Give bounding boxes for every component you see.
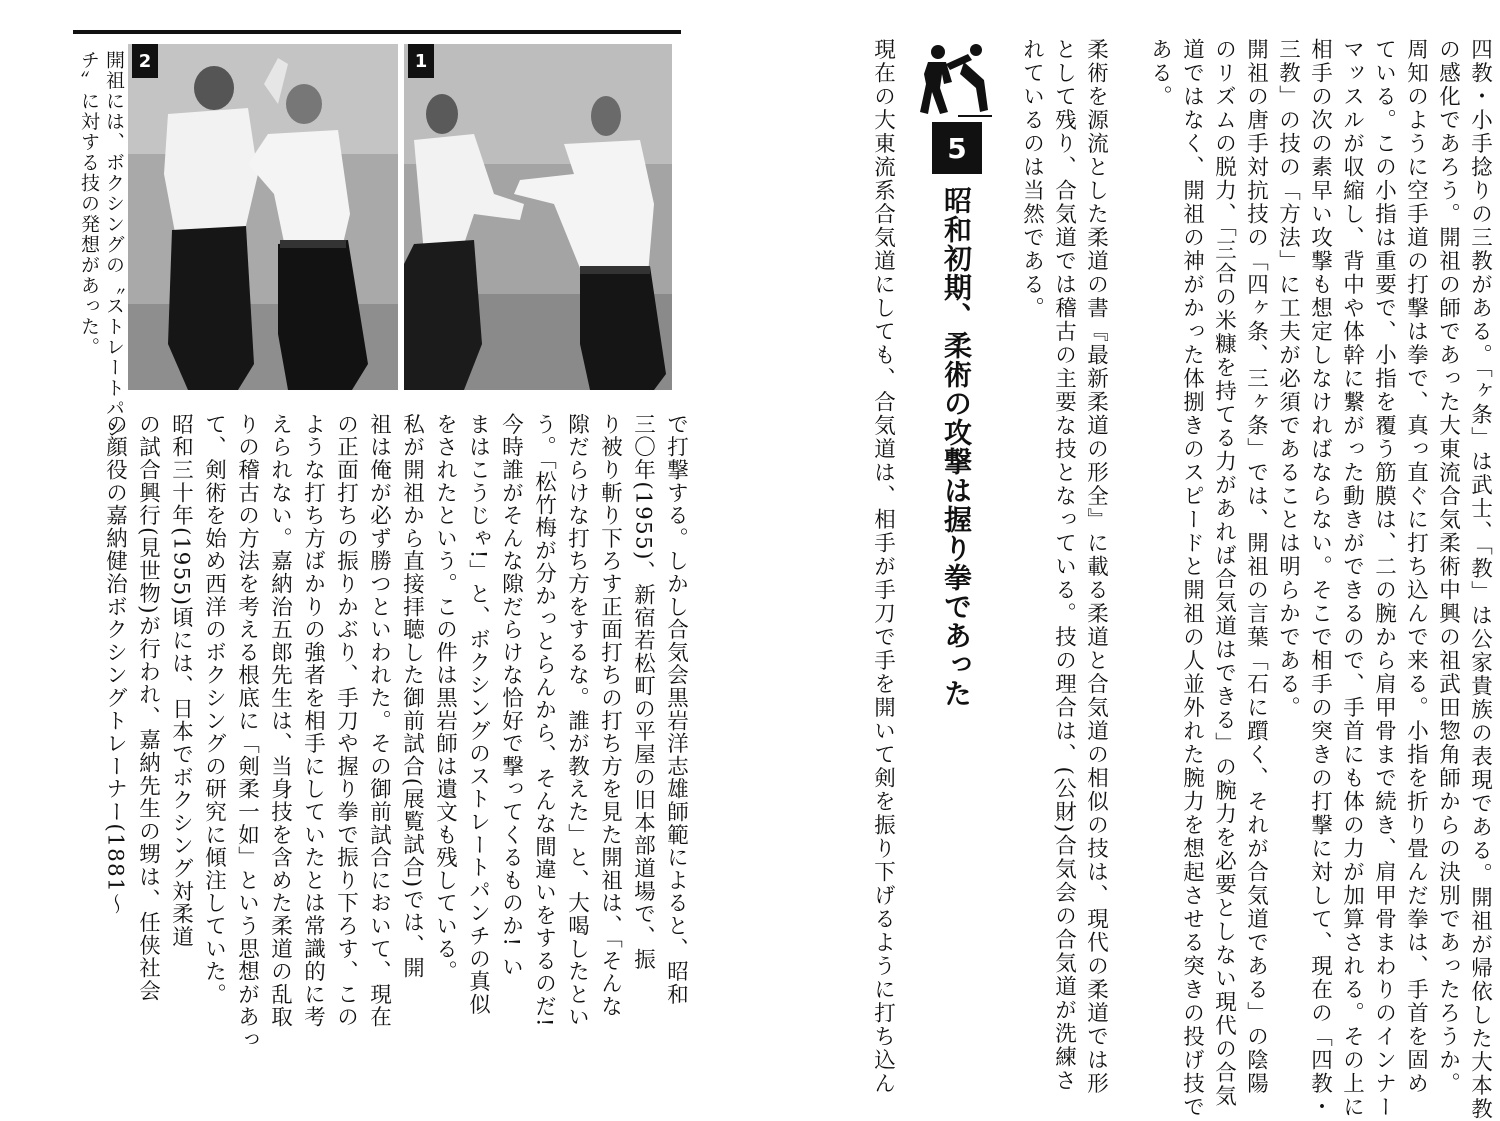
text-line: として残り、合気道では稽古の主要な技となっている。技の理合は、(公財)合気会の合気道が洗練さ — [1051, 38, 1077, 1093]
text-line: り被り斬り下ろす正面打ちの打ち方を見た開祖は、「そんな — [597, 413, 623, 1018]
photo-1 — [404, 44, 672, 390]
text-line: ある。 — [1147, 38, 1173, 109]
text-line: マッスルが収縮し、背中や体幹に繋がった動きができるので、手首にも体の力が加算される。その上に — [1339, 38, 1365, 1119]
photo-1-number: 1 — [408, 44, 434, 78]
text-line: て、剣術を始め西洋のボクシングの研究に傾注していた。 — [201, 413, 227, 1006]
text-line: れているのは当然である。 — [1019, 38, 1045, 320]
text-line: の正面打ちの振りかぶり、手刀や握り拳で振り下ろす、この — [333, 413, 359, 1029]
section-title: 昭和初期、柔術の攻撃は握り拳であった — [940, 186, 973, 708]
text-line: で打撃する。しかし合気会黒岩洋志雄師範によると、昭和 — [663, 413, 689, 1006]
text-line: をされたという。この件は黒岩師は遺文も残している。 — [432, 413, 458, 983]
text-line: のリズムの脱力、「三合の米糠を持てる力があれば合気道はできる」の腕力を必要としない現代の合気 — [1211, 38, 1237, 1109]
text-line: う。「松竹梅が分かっとらんから、そんな間違いをするのだ! — [531, 413, 557, 1028]
section-heading-icon — [918, 40, 992, 118]
text-line: の試合興行(見世物)が行われ、嘉納先生の甥は、任侠社会 — [135, 413, 161, 1003]
section-number-badge: 5 — [932, 122, 982, 174]
text-line: 三教」の技の「方法」に工夫が必須であることは明らかである。 — [1275, 38, 1301, 720]
photo-2-number: 2 — [132, 44, 158, 78]
text-line: の感化であろう。開祖の師であった大東流合気柔術中興の祖武田惣角師からの決別であったろうか。 — [1435, 38, 1461, 1096]
text-line: 三〇年(1955)、新宿若松町の平屋の旧本部道場で、振 — [630, 413, 656, 972]
photo-caption-line: 開祖には、ボクシングの〝ストレートパン — [103, 50, 125, 440]
text-line: の顔役の嘉納健治ボクシングトレーナー(1881〜 — [102, 413, 128, 916]
text-line: まはこうじゃ!」と、ボクシングのストレートパンチの真似 — [465, 413, 491, 1016]
photo-caption-line: チ〟に対する技の発想があった。 — [78, 50, 100, 358]
text-line: 今時誰がそんな隙だらけな恰好で撃ってくるものか! い — [498, 413, 524, 979]
text-line: りの稽古の方法を考える根底に「剣柔一如」という思想があっ — [234, 413, 260, 1052]
text-line: 周知のように空手道の打撃は拳で、真っ直ぐに打ち込んで来る。小指を折り畳んだ拳は、手首を固め — [1403, 38, 1429, 1096]
text-line: えられない。嘉納治五郎先生は、当身技を含めた柔道の乱取 — [267, 413, 293, 1029]
text-line: 現在の大東流系合気道にしても、合気道は、相手が手刀で手を開いて剣を振り下げるように打ち込ん — [870, 38, 896, 1096]
text-line: 道ではなく、開祖の神がかった体捌きのスピードと開祖の人並外れた腕力を想起させる突きの投げ技で — [1179, 38, 1205, 1119]
photo-2 — [128, 44, 398, 390]
text-line: ような打ち方ばかりの強者を相手にしていたとは常識的に考 — [300, 413, 326, 1029]
text-line: 柔術を源流とした柔道の書『最新柔道の形全』に載る柔道と合気道の相似の技は、現代の柔道では形 — [1083, 38, 1109, 1096]
text-line: 開祖の唐手対抗技の「四ヶ条、三ヶ条」では、開祖の言葉「石に躓く、それが合気道である」の陰陽 — [1243, 38, 1269, 1096]
text-line: ている。この小指は重要で、小指を覆う筋膜は、二の腕から肩甲骨まで続き、肩甲骨まわりのインナー — [1371, 38, 1397, 1119]
top-rule — [73, 30, 681, 34]
text-line: 相手の次の素早い攻撃も想定しなければならない。そこで相手の突きの打撃に対して、現在の「四教・ — [1307, 38, 1333, 1119]
text-line: 隙だらけな打ち方をするな。誰が教えた」と、大喝したとい — [564, 413, 590, 1029]
text-line: 四教・小手捻りの三教がある。「ヶ条」は武士、「教」は公家貴族の表現である。開祖が帰依した大本教 — [1467, 38, 1493, 1121]
text-line: 昭和三十年(1955)頃には、日本でボクシング対柔道 — [168, 413, 194, 949]
text-line: 祖は俺が必ず勝つといわれた。その御前試合において、現在 — [366, 413, 392, 1029]
text-line: 私が開祖から直接拝聴した御前試合(展覧試合)では、開 — [399, 413, 425, 980]
